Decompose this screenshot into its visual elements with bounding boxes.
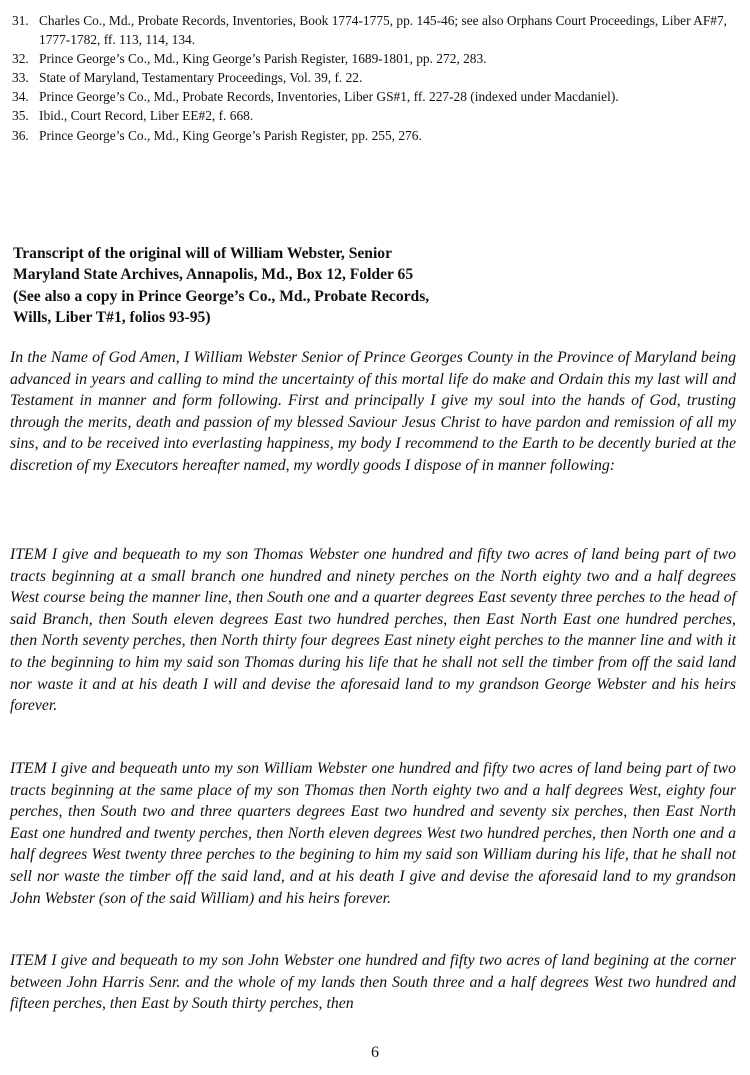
endnote-number: 33. bbox=[12, 70, 29, 86]
endnote-36 bbox=[12, 126, 742, 145]
endnote-32 bbox=[12, 49, 742, 68]
endnote-number: 35. bbox=[12, 108, 29, 124]
endnote-text: Charles Co., Md., Probate Records, Inventories, Book 1774-1775, pp. 145-46; see also Orphans Court Proceedings, Liber AF#7, 1777-1782, ff. 113, 114, 134. bbox=[39, 13, 728, 48]
endnote-34 bbox=[12, 87, 742, 106]
section-heading bbox=[13, 243, 613, 328]
will-item-william-paragraph: ITEM I give and bequeath unto my son William Webster one hundred and fifty two acres of land being part of two tracts beginning at the same place of my son Thomas then North eighty two and a half degrees West, eighty four perches, then South two and three quarters degrees East two hundred and seventy six perches, then East North East one hundred and twenty perches, then North eleven degrees West two hundred perches, then North one and a half degrees West twenty three perches to the begining to him my said son William during his life, that he shall not sell nor waste the timber off the said land, and at his death I give and devise the aforesaid land to my grandson John Webster (son of the said William) and his heirs forever. bbox=[10, 760, 736, 907]
endnote-number: 32. bbox=[12, 51, 29, 67]
endnote-text: Prince George’s Co., Md., King George’s Parish Register, 1689-1801, pp. 272, 283. bbox=[39, 51, 487, 67]
endnote-33 bbox=[12, 68, 742, 87]
endnote-text: Prince George’s Co., Md., King George’s Parish Register, pp. 255, 276. bbox=[39, 127, 422, 143]
endnote-35 bbox=[12, 106, 742, 125]
endnote-text: State of Maryland, Testamentary Proceedings, Vol. 39, f. 22. bbox=[39, 70, 363, 86]
heading-line: Maryland State Archives, Annapolis, Md., Box 12, Folder 65 bbox=[13, 266, 414, 284]
endnote-number: 36. bbox=[12, 127, 29, 143]
heading-line: Transcript of the original will of William Webster, Senior bbox=[13, 245, 393, 262]
heading-line: (See also a copy in Prince George’s Co., Md., Probate Records, bbox=[13, 287, 430, 305]
will-preamble-paragraph: In the Name of God Amen, I William Webster Senior of Prince Georges County in the Province of Maryland being advanced in years and calling to mind the uncertainty of this mortal life do make and Ordain this my last will and Testament in manner and form following. First and principally I give my soul into the hands of God, trusting through the merits, death and passion of my blessed Saviour Jesus Christ to have pardon and remission of all my sins, and to be received into everlasting happiness, my body I recommend to the Earth to be decently buried at the discretion of my Executors hereafter named, my wordly goods I dispose of in manner following: bbox=[10, 349, 736, 474]
endnote-31 bbox=[12, 11, 742, 49]
will-item-thomas-paragraph: ITEM I give and bequeath to my son Thomas Webster one hundred and fifty two acres of land being part of two tracts beginning at a small branch one hundred and ninety perches on the North eighty two and a half degrees West course being the manner line, then South one and a quarter degrees East seventy three perches to the head of said Branch, then South eleven degrees East two hundred perches, then East North East one hundred perches, then North seventy perches, then North thirty four degrees East ninety eight perches to the manner line and with it to the beginning to him my said son Thomas during his life that he shall not sell the timber from off the said land nor waste it and at his death I will and devise the aforesaid land to my grandson George Webster and his heirs forever. bbox=[10, 546, 736, 715]
endnotes-list bbox=[12, 11, 742, 145]
endnote-number: 31. bbox=[12, 13, 29, 28]
page-number: 6 bbox=[371, 1044, 379, 1061]
heading-line: Wills, Liber T#1, folios 93-95) bbox=[13, 308, 211, 326]
endnote-text: Ibid., Court Record, Liber EE#2, f. 668. bbox=[39, 108, 254, 124]
will-item-john-paragraph: ITEM I give and bequeath to my son John Webster one hundred and fifty two acres of land begining at the corner between John Harris Senr. and the whole of my lands then South three and a half degrees West two hundred and fifteen perches, then East by South thirty perches, then bbox=[10, 952, 736, 1013]
endnote-number: 34. bbox=[12, 89, 29, 105]
endnote-text: Prince George’s Co., Md., Probate Records, Inventories, Liber GS#1, ff. 227-28 (indexed under Macdaniel). bbox=[39, 89, 619, 105]
